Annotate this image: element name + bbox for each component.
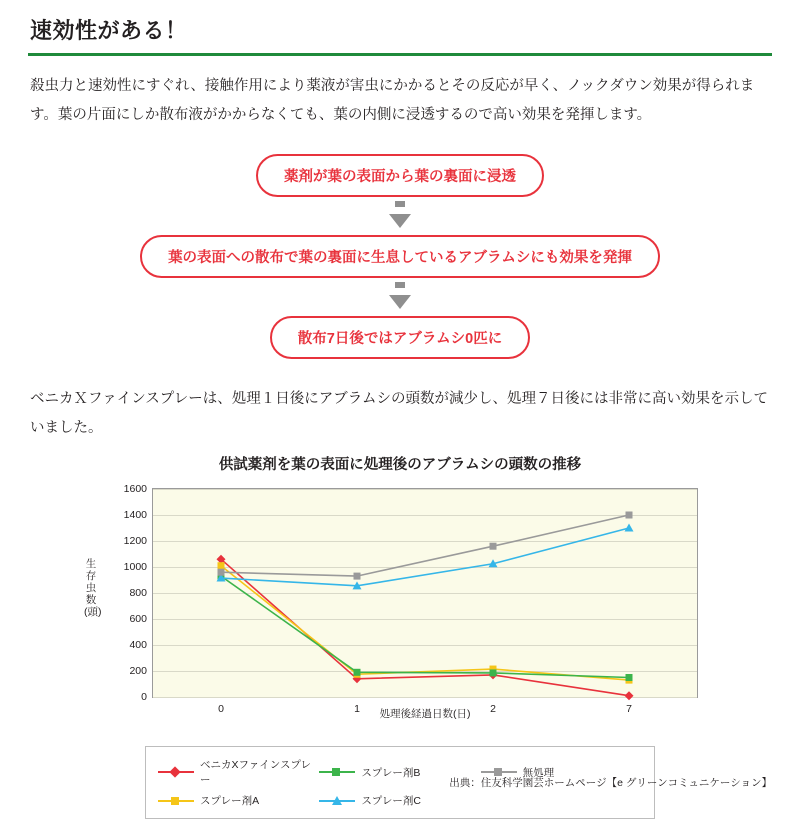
chart-legend-label: スプレー剤C xyxy=(361,795,421,807)
chart-legend-label: スプレー剤A xyxy=(200,795,260,807)
chart-y-tick-label: 1600 xyxy=(123,483,147,495)
chart-x-tick-label: 7 xyxy=(626,703,632,715)
chart-legend-swatch-icon xyxy=(319,795,355,807)
chart-title: 供試薬剤を葉の表面に処理後のアブラムシの頭数の推移 xyxy=(218,457,582,473)
chart-series-line xyxy=(221,576,629,677)
chart-legend-swatch-icon xyxy=(158,795,194,807)
chart-series-line xyxy=(221,515,629,576)
chart-data-point xyxy=(354,573,361,580)
chart-x-axis-title: 処理後経過日数(日) xyxy=(379,708,471,720)
chart-data-point xyxy=(626,674,633,681)
chart-y-tick-label: 0 xyxy=(141,691,147,703)
chart-y-tick-label: 1000 xyxy=(123,561,147,573)
flow-arrow-icon-1 xyxy=(389,197,411,235)
chart-data-point xyxy=(218,569,225,576)
chart-data-point xyxy=(626,512,633,519)
chart-series-layer xyxy=(153,489,697,697)
chart-legend-item xyxy=(158,754,319,790)
chart-series-line xyxy=(221,566,629,680)
flow-arrow-icon-2 xyxy=(389,278,411,316)
chart-y-axis-title xyxy=(84,558,102,619)
chart-x-tick-label: 2 xyxy=(490,703,496,715)
chart-data-point xyxy=(354,669,361,676)
chart-legend-swatch-icon xyxy=(319,766,355,778)
chart-x-tick-label: 0 xyxy=(218,703,224,715)
chart-legend-label: ベニカXファインスプレー xyxy=(200,759,312,786)
title-underline xyxy=(28,53,772,56)
chart-data-point xyxy=(218,562,225,569)
source-note: 出典：住友科学園芸ホームページ【e グリーンコミュニケーション】 xyxy=(449,777,772,789)
flow-step-3: 散布7日後ではアブラムシ0匹に xyxy=(270,316,530,359)
chart-x-tick-label: 1 xyxy=(354,703,360,715)
chart-area xyxy=(28,480,772,730)
page-title: 速効性がある！ xyxy=(30,18,188,43)
chart-legend-label: スプレー剤B xyxy=(361,766,421,779)
chart-data-point xyxy=(490,543,497,550)
chart-y-tick-label: 600 xyxy=(129,613,147,625)
chart-y-tick-label: 200 xyxy=(129,665,147,677)
chart-data-point xyxy=(625,524,634,532)
chart-y-axis-title-text: 生存虫数(頭) xyxy=(84,558,102,619)
chart-legend-swatch-icon xyxy=(158,766,194,778)
flow-diagram xyxy=(28,154,772,359)
chart-y-tick-label: 1200 xyxy=(123,535,147,547)
chart-gridline xyxy=(153,697,697,698)
flow-step-1: 薬剤が葉の表面から葉の裏面に浸透 xyxy=(256,154,544,197)
chart-data-point xyxy=(625,691,634,700)
summary-paragraph: ベニカＸファインスプレーは、処理１日後にアブラムシの頭数が減少し、処理７日後には非常に高い効果を示していました。 xyxy=(30,391,769,436)
chart-block xyxy=(28,453,772,819)
chart-y-tick-label: 1400 xyxy=(123,509,147,521)
chart-legend-item xyxy=(158,790,319,811)
chart-legend-item xyxy=(319,790,480,811)
chart-y-tick-label: 800 xyxy=(129,587,147,599)
chart-y-tick-label: 400 xyxy=(129,639,147,651)
chart-data-point xyxy=(490,669,497,676)
chart-series-line xyxy=(221,528,629,586)
flow-step-2: 葉の表面への散布で葉の裏面に生息しているアブラムシにも効果を発揮 xyxy=(140,235,660,278)
chart-legend-label: 無処理 xyxy=(522,766,555,779)
intro-paragraph: 殺虫力と速効性にすぐれ、接触作用により薬液が害虫にかかるとその反応が早く、ノックダウン効果が得られます。葉の片面にしか散布液がかからなくても、葉の内側に浸透するので高い効果を発揮します。 xyxy=(30,78,755,123)
